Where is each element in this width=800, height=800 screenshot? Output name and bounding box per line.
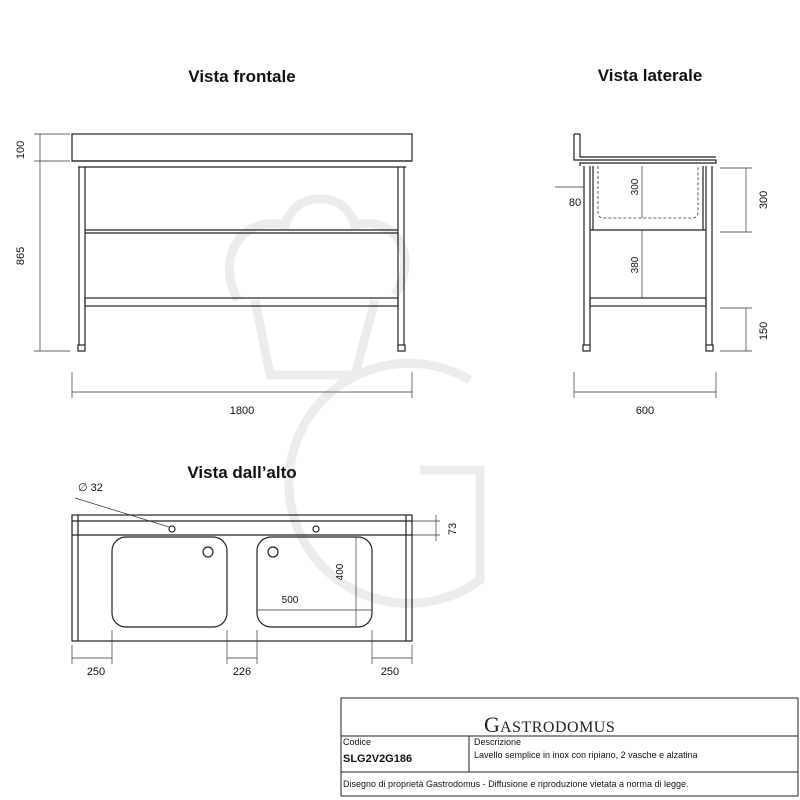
brand-initial: G <box>484 712 500 737</box>
dim-front-total-height: 865 <box>15 246 27 266</box>
title-block <box>341 698 798 796</box>
description-label: Descrizione <box>474 737 522 747</box>
top-dimensions <box>72 482 459 678</box>
dim-side-basin-depth: 300 <box>758 190 770 210</box>
footer-notice: Disegno di proprietà Gastrodomus - Diffusione e riproduzione vietata a norma di legge. <box>343 779 689 789</box>
side-view <box>574 134 716 351</box>
dim-front-width: 1800 <box>229 405 255 417</box>
dim-side-basin-inner: 300 <box>630 178 641 196</box>
top-view <box>72 515 412 641</box>
dim-side-upstand: 80 <box>568 197 582 209</box>
dim-top-hole-diameter: ∅ 32 <box>78 482 103 494</box>
watermark-logo <box>229 199 480 604</box>
side-view-title: Vista laterale <box>597 66 703 85</box>
dim-top-left-margin: 250 <box>86 666 106 678</box>
dim-side-shelf-gap: 380 <box>630 256 641 274</box>
dim-top-upstand: 73 <box>447 522 459 536</box>
front-view-title: Vista frontale <box>188 67 296 86</box>
dim-top-basin-width: 500 <box>281 595 299 606</box>
side-dimensions <box>555 166 770 417</box>
code-label: Codice <box>343 737 372 747</box>
dim-side-shelf-height: 150 <box>758 321 770 341</box>
brand-name: ASTRODOMUS <box>500 719 616 736</box>
dim-top-basin-depth: 400 <box>335 563 346 581</box>
top-view-title: Vista dall’alto <box>187 463 297 482</box>
dim-top-right-margin: 250 <box>380 666 400 678</box>
dim-top-center-gap: 226 <box>232 666 252 678</box>
dim-front-top-height: 100 <box>15 140 27 160</box>
dim-side-width: 600 <box>635 405 655 417</box>
code-value: SLG2V2G186 <box>343 753 413 765</box>
description-value: Lavello semplice in inox con ripiano, 2 vasche e alzatina <box>474 750 698 760</box>
